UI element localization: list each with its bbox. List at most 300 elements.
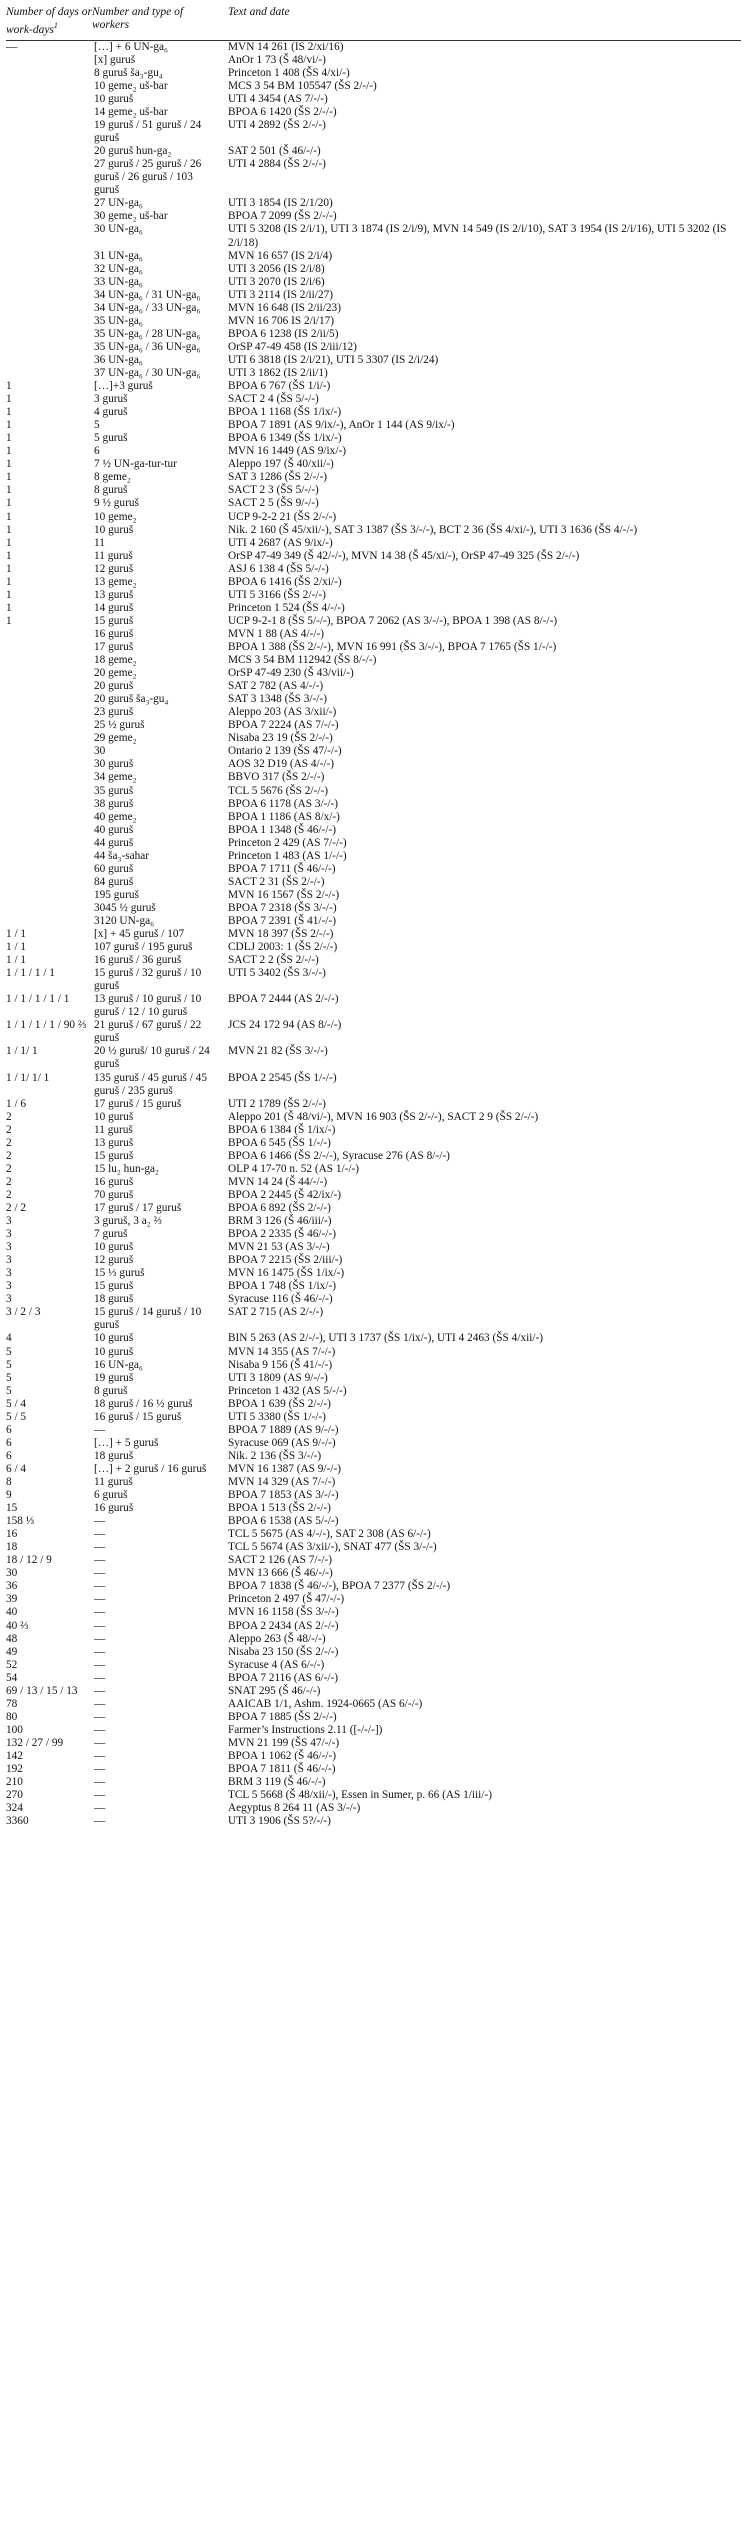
days-cell xyxy=(6,145,92,158)
text-date-cell: Princeton 1 483 (AS 1/-/-) xyxy=(228,849,347,862)
days-cell: 1 / 1/ 1/ 1 xyxy=(6,1071,50,1084)
workers-cell: — xyxy=(94,1802,106,1815)
text-date-cell: Aegyptus 8 264 11 (AS 3/-/-) xyxy=(228,1802,361,1815)
table-row xyxy=(6,67,741,80)
text-date-cell: SACT 2 4 (ŠS 5/-/-) xyxy=(228,393,319,406)
table-row xyxy=(6,1072,741,1098)
text-date-cell: MVN 16 1567 (ŠS 2/-/-) xyxy=(228,888,340,901)
text-date-cell: UTI 4 3454 (AS 7/-/-) xyxy=(228,93,328,106)
table-row xyxy=(6,732,741,745)
table-row xyxy=(6,758,741,771)
table-row xyxy=(6,667,741,680)
text-date-cell: MVN 21 82 (ŠS 3/-/-) xyxy=(228,1045,328,1058)
text-date-cell: BPOA 1 748 (ŠS 1/ix/-) xyxy=(228,1280,336,1293)
table-row xyxy=(6,263,741,276)
text-date-cell: BPOA 2 2335 (Š 46/-/-) xyxy=(228,1228,336,1241)
text-date-cell: Nik. 2 160 (Š 45/xii/-), SAT 3 1387 (ŠS 3/-/-), BCT 2 36 (ŠS 4/xi/-), UTI 3 1636 (ŠS 4/-/-) xyxy=(228,523,638,536)
table-row xyxy=(6,1293,741,1306)
table-row xyxy=(6,1606,741,1619)
table-row xyxy=(6,524,741,537)
days-cell: 18 / 12 / 9 xyxy=(6,1554,52,1567)
days-cell xyxy=(6,354,92,367)
table-row xyxy=(6,1502,741,1515)
days-cell xyxy=(6,654,92,667)
workers-cell: 13 guruš xyxy=(94,1136,134,1149)
workers-cell: 8 guruš xyxy=(94,484,128,497)
text-date-cell: UTI 5 3166 (ŠS 2/-/-) xyxy=(228,588,326,601)
text-date-cell: MVN 16 1158 (ŠS 3/-/-) xyxy=(228,1606,339,1619)
days-cell: 2 xyxy=(6,1110,12,1123)
workers-cell: 17 guruš xyxy=(94,640,134,653)
text-date-cell: Princeton 1 432 (AS 5/-/-) xyxy=(228,1384,347,1397)
table-row xyxy=(6,1241,741,1254)
text-date-cell: BPOA 1 1348 (Š 46/-/-) xyxy=(228,823,336,836)
days-cell: 3 xyxy=(6,1267,12,1280)
workers-cell: 30 guruš xyxy=(94,758,134,771)
workers-cell: 38 guruš xyxy=(94,797,134,810)
text-date-cell: BBVO 317 (ŠS 2/-/-) xyxy=(228,771,325,784)
table-row xyxy=(6,54,741,67)
workers-cell: — xyxy=(94,1749,106,1762)
text-date-cell: BPOA 1 388 (ŠS 2/-/-), MVN 16 991 (ŠS 3/-/-), BPOA 7 1765 (ŠS 1/-/-) xyxy=(228,640,557,653)
days-cell xyxy=(6,641,92,654)
table-row xyxy=(6,302,741,315)
workers-cell: — xyxy=(94,1710,106,1723)
table-row xyxy=(6,954,741,967)
workers-cell: 6 guruš xyxy=(94,1489,128,1502)
workers-cell: — xyxy=(94,1763,106,1776)
text-date-cell: BPOA 1 1168 (ŠS 1/ix/-) xyxy=(228,406,342,419)
days-cell xyxy=(6,210,92,223)
days-cell: 52 xyxy=(6,1658,18,1671)
text-date-cell: Princeton 2 497 (Š 47/-/-) xyxy=(228,1593,345,1606)
text-date-cell: MVN 16 648 (IS 2/ii/23) xyxy=(228,301,341,314)
days-cell: 1 / 1 xyxy=(6,941,27,954)
workers-cell: — xyxy=(94,1815,106,1828)
text-date-cell: UTI 6 3818 (IS 2/i/21), UTI 5 3307 (IS 2/i/24) xyxy=(228,353,439,366)
text-date-cell: BPOA 1 1062 (Š 46/-/-) xyxy=(228,1749,336,1762)
table-row xyxy=(6,1567,741,1580)
workers-cell: 20 guruš hun-ga₂ xyxy=(94,145,172,158)
text-date-cell: SAT 3 1348 (ŠS 3/-/-) xyxy=(228,693,327,706)
workers-cell: 27 UN-ga₆ xyxy=(94,197,143,210)
text-date-cell: TCL 5 5668 (Š 48/xii/-), Essen in Sumer, p. 66 (AS 1/iii/-) xyxy=(228,1789,492,1802)
workers-cell: 8 guruš xyxy=(94,1384,128,1397)
days-cell xyxy=(6,158,92,197)
table-row xyxy=(6,1189,741,1202)
days-cell: 80 xyxy=(6,1710,18,1723)
workers-cell: 35 UN-ga₆ xyxy=(94,314,143,327)
workers-cell: […] + 5 guruš xyxy=(94,1436,159,1449)
days-cell xyxy=(6,837,92,850)
workers-cell: 10 guruš xyxy=(94,1345,134,1358)
workers-cell: 34 UN-ga₆ / 31 UN-ga₆ xyxy=(94,288,201,301)
text-date-cell: CDLJ 2003: 1 (ŠS 2/-/-) xyxy=(228,941,338,954)
workers-cell: 25 ½ guruš xyxy=(94,719,145,732)
text-date-cell: BPOA 7 1891 (AS 9/ix/-), AnOr 1 144 (AS 9/ix/-) xyxy=(228,419,455,432)
days-cell: 18 xyxy=(6,1541,18,1554)
table-row xyxy=(6,1593,741,1606)
table-row xyxy=(6,223,741,249)
days-cell xyxy=(6,367,92,380)
workers-cell: 35 UN-ga₆ / 36 UN-ga₆ xyxy=(94,340,201,353)
workers-cell: — xyxy=(94,1671,106,1684)
table-row xyxy=(6,1763,741,1776)
text-date-cell: UTI 3 2114 (IS 2/ii/27) xyxy=(228,288,334,301)
text-date-cell: MVN 16 1387 (AS 9/-/-) xyxy=(228,1462,341,1475)
text-date-cell: SAT 2 782 (AS 4/-/-) xyxy=(228,680,324,693)
days-cell: 1 xyxy=(6,562,12,575)
workers-cell: 18 guruš xyxy=(94,1293,134,1306)
text-date-cell: UTI 3 1854 (IS 2/1/20) xyxy=(228,197,333,210)
workers-cell: 8 geme₂ xyxy=(94,471,131,484)
text-date-cell: MVN 16 1449 (AS 9/ix/-) xyxy=(228,445,346,458)
days-cell: 54 xyxy=(6,1671,18,1684)
workers-cell: 16 UN-ga₆ xyxy=(94,1358,143,1371)
table-row xyxy=(6,158,741,197)
days-cell: 1 / 1/ 1 xyxy=(6,1045,38,1058)
workers-cell: — xyxy=(94,1528,106,1541)
days-cell: 192 xyxy=(6,1763,23,1776)
text-date-cell: MVN 16 657 (IS 2/i/4) xyxy=(228,249,333,262)
days-cell: 2 xyxy=(6,1136,12,1149)
workers-cell: 27 guruš / 25 guruš / 26 guruš / 26 guruš / 103 guruš xyxy=(94,158,202,197)
days-cell: 2 xyxy=(6,1149,12,1162)
table-row xyxy=(6,1163,741,1176)
workers-cell: 23 guruš xyxy=(94,706,134,719)
table-row xyxy=(6,641,741,654)
days-cell: 49 xyxy=(6,1645,18,1658)
workers-cell: — xyxy=(94,1541,106,1554)
workers-cell: 35 UN-ga₆ / 28 UN-ga₆ xyxy=(94,327,201,340)
text-date-cell: MVN 13 666 (Š 46/-/-) xyxy=(228,1567,333,1580)
workers-cell: 11 guruš xyxy=(94,1475,133,1488)
text-date-cell: Syracuse 4 (AS 6/-/-) xyxy=(228,1658,325,1671)
days-cell: 5 xyxy=(6,1358,12,1371)
days-cell: 3 xyxy=(6,1293,12,1306)
table-header-row xyxy=(6,4,741,40)
days-cell: 1 xyxy=(6,406,12,419)
text-date-cell: BPOA 6 1466 (ŠS 2/-/-), Syracuse 276 (AS 8/-/-) xyxy=(228,1149,450,1162)
days-cell: 158 ⅓ xyxy=(6,1515,35,1528)
table-row xyxy=(6,745,741,758)
days-cell xyxy=(6,276,92,289)
days-cell: 15 xyxy=(6,1502,18,1515)
table-row xyxy=(6,863,741,876)
text-date-cell: Syracuse 069 (AS 9/-/-) xyxy=(228,1436,336,1449)
table-row xyxy=(6,1659,741,1672)
days-cell xyxy=(6,93,92,106)
text-date-cell: BPOA 7 2444 (AS 2/-/-) xyxy=(228,993,339,1006)
days-cell: 270 xyxy=(6,1789,23,1802)
table-row xyxy=(6,511,741,524)
days-cell: 1 xyxy=(6,471,12,484)
workers-cell: 18 guruš / 16 ½ guruš xyxy=(94,1397,193,1410)
table-row xyxy=(6,615,741,628)
workers-cell: 21 guruš / 67 guruš / 22 guruš xyxy=(94,1019,202,1045)
text-date-cell: UCP 9-2-2 21 (ŠS 2/-/-) xyxy=(228,510,337,523)
header-text-date: Text and date xyxy=(222,4,741,40)
days-cell: 78 xyxy=(6,1697,18,1710)
header-days-footnote: 1 xyxy=(53,21,58,30)
days-cell xyxy=(6,106,92,119)
workers-cell: […] + 6 UN-ga₆ xyxy=(94,40,168,53)
workers-cell: — xyxy=(94,1632,106,1645)
text-date-cell: BPOA 6 1384 (Š 1/ix/-) xyxy=(228,1123,336,1136)
text-date-cell: BPOA 2 2545 (ŠS 1/-/-) xyxy=(228,1071,337,1084)
table-row xyxy=(6,1633,741,1646)
days-cell: 3 xyxy=(6,1280,12,1293)
days-cell xyxy=(6,302,92,315)
days-cell: 2 xyxy=(6,1188,12,1201)
days-cell: 324 xyxy=(6,1802,23,1815)
workers-cell: 34 UN-ga₆ / 33 UN-ga₆ xyxy=(94,301,201,314)
workers-cell: 5 xyxy=(94,419,100,432)
days-cell: 2 xyxy=(6,1123,12,1136)
days-cell: 5 / 4 xyxy=(6,1397,27,1410)
days-cell: 5 xyxy=(6,1384,12,1397)
workers-cell: 30 UN-ga₆ xyxy=(94,223,143,236)
table-row xyxy=(6,628,741,641)
text-date-cell: BRM 3 119 (Š 46/-/-) xyxy=(228,1776,326,1789)
days-cell: 2 xyxy=(6,1175,12,1188)
workers-cell: 11 xyxy=(94,536,105,549)
table-row xyxy=(6,915,741,928)
workers-cell: 35 guruš xyxy=(94,784,134,797)
days-cell xyxy=(6,915,92,928)
text-date-cell: BPOA 7 2116 (AS 6/-/-) xyxy=(228,1671,339,1684)
text-date-cell: Nik. 2 136 (ŠS 3/-/-) xyxy=(228,1449,322,1462)
days-cell: 40 xyxy=(6,1606,18,1619)
text-date-cell: UTI 5 3380 (ŠS 1/-/-) xyxy=(228,1410,326,1423)
workers-cell: — xyxy=(94,1697,106,1710)
table-row xyxy=(6,1476,741,1489)
text-date-cell: BPOA 7 1885 (ŠS 2/-/-) xyxy=(228,1710,337,1723)
workers-cell: 29 geme₂ xyxy=(94,732,137,745)
days-cell xyxy=(6,680,92,693)
days-cell: 1 / 1 / 1 / 1 / 90 ⅔ xyxy=(6,1019,87,1032)
days-cell xyxy=(6,706,92,719)
workers-cell: 107 guruš / 195 guruš xyxy=(94,941,193,954)
table-row xyxy=(6,1737,741,1750)
days-cell: 1 xyxy=(6,458,12,471)
workers-cell: 60 guruš xyxy=(94,862,134,875)
table-row xyxy=(6,1124,741,1137)
table-row xyxy=(6,1489,741,1502)
days-cell xyxy=(6,889,92,902)
days-cell xyxy=(6,798,92,811)
workers-cell: 32 UN-ga₆ xyxy=(94,262,143,275)
days-cell: 48 xyxy=(6,1632,18,1645)
workers-cell: 12 guruš xyxy=(94,562,134,575)
table-row xyxy=(6,119,741,145)
text-date-cell: UTI 4 2687 (AS 9/ix/-) xyxy=(228,536,333,549)
workers-cell: 15 guruš xyxy=(94,1149,134,1162)
table-row xyxy=(6,1463,741,1476)
text-date-cell: UTI 3 2070 (IS 2/i/6) xyxy=(228,275,325,288)
table-row xyxy=(6,537,741,550)
table-row xyxy=(6,1215,741,1228)
table-row xyxy=(6,1515,741,1528)
table-row xyxy=(6,928,741,941)
workers-cell: 3 guruš, 3 a₂ ⅔ xyxy=(94,1215,162,1228)
workers-cell: — xyxy=(94,1554,106,1567)
text-date-cell: MVN 14 329 (AS 7/-/-) xyxy=(228,1475,336,1488)
workers-cell: 3120 UN-ga₆ xyxy=(94,914,155,927)
workers-cell: 16 guruš xyxy=(94,627,134,640)
workers-cell: […] + 2 guruš / 16 guruš xyxy=(94,1462,207,1475)
table-row xyxy=(6,824,741,837)
table-row xyxy=(6,1620,741,1633)
days-cell: 16 xyxy=(6,1528,18,1541)
days-cell xyxy=(6,250,92,263)
days-cell: 1 xyxy=(6,380,12,393)
table-row xyxy=(6,837,741,850)
workers-cell: 14 guruš xyxy=(94,601,134,614)
workers-cell: — xyxy=(94,1776,106,1789)
table-row xyxy=(6,1202,741,1215)
table-row xyxy=(6,706,741,719)
text-date-cell: BPOA 1 639 (ŠS 2/-/-) xyxy=(228,1397,331,1410)
text-date-cell: MVN 18 397 (ŠS 2/-/-) xyxy=(228,928,334,941)
workers-cell: 16 guruš / 36 guruš xyxy=(94,954,182,967)
days-cell: 2 / 2 xyxy=(6,1202,27,1214)
table-row xyxy=(6,850,741,863)
table-row xyxy=(6,315,741,328)
days-cell: 40 ⅔ xyxy=(6,1619,29,1632)
workers-cell: 11 guruš xyxy=(94,1123,133,1136)
days-cell xyxy=(6,315,92,328)
workers-cell: 11 guruš xyxy=(94,549,133,562)
text-date-cell: Princeton 2 429 (AS 7/-/-) xyxy=(228,836,347,849)
workers-cell: — xyxy=(94,1789,106,1802)
days-cell: 5 / 5 xyxy=(6,1410,27,1423)
workers-cell: 17 guruš / 15 guruš xyxy=(94,1097,182,1110)
text-date-cell: BPOA 1 513 (ŠS 2/-/-) xyxy=(228,1502,331,1515)
text-date-cell: BPOA 6 545 (ŠS 1/-/-) xyxy=(228,1136,331,1149)
table-row xyxy=(6,1398,741,1411)
table-row xyxy=(6,1332,741,1345)
text-date-cell: JCS 24 172 94 (AS 8/-/-) xyxy=(228,1019,342,1032)
workers-cell: 34 geme₂ xyxy=(94,771,137,784)
table-row xyxy=(6,1411,741,1424)
days-cell xyxy=(6,628,92,641)
days-cell: 3 / 2 / 3 xyxy=(6,1306,41,1319)
header-days xyxy=(6,4,92,40)
table-row xyxy=(6,1019,741,1045)
workers-cell: — xyxy=(94,1723,106,1736)
text-date-cell: BPOA 7 1889 (AS 9/-/-) xyxy=(228,1423,339,1436)
table-row xyxy=(6,693,741,706)
text-date-cell: Princeton 1 408 (ŠS 4/xi/-) xyxy=(228,66,350,79)
workers-cell: 13 geme₂ xyxy=(94,575,137,588)
workers-cell: — xyxy=(94,1606,106,1619)
text-date-cell: UTI 2 1789 (ŠS 2/-/-) xyxy=(228,1097,326,1110)
workers-cell: [x] + 45 guruš / 107 xyxy=(94,928,185,941)
workers-cell: — xyxy=(94,1423,106,1436)
text-date-cell: BPOA 2 2434 (AS 2/-/-) xyxy=(228,1619,339,1632)
workers-cell: 13 guruš xyxy=(94,588,134,601)
days-cell xyxy=(6,80,92,93)
table-row xyxy=(6,471,741,484)
table-row xyxy=(6,445,741,458)
table-row xyxy=(6,210,741,223)
table-row xyxy=(6,1815,741,1828)
workers-cell: 33 UN-ga₆ xyxy=(94,275,143,288)
table-row xyxy=(6,889,741,902)
table-row xyxy=(6,1098,741,1111)
workers-cell: — xyxy=(94,1593,106,1606)
table-row xyxy=(6,1280,741,1293)
days-cell: 8 xyxy=(6,1475,12,1488)
workers-cell: 135 guruš / 45 guruš / 45 guruš / 235 guruš xyxy=(94,1071,207,1097)
text-date-cell: SNAT 295 (Š 46/-/-) xyxy=(228,1684,321,1697)
table-row xyxy=(6,93,741,106)
text-date-cell: MCS 3 54 BM 105547 (ŠS 2/-/-) xyxy=(228,79,377,92)
workers-cell: 40 geme₂ xyxy=(94,810,137,823)
workers-cell: 20 guruš ša₃-gu₄ xyxy=(94,693,169,706)
text-date-cell: Farmer’s Instructions 2.11 ([-/-/-]) xyxy=(228,1723,383,1736)
workers-cell: — xyxy=(94,1567,106,1580)
workers-cell: — xyxy=(94,1645,106,1658)
text-date-cell: SAT 3 1286 (ŠS 2/-/-) xyxy=(228,471,327,484)
days-cell xyxy=(6,876,92,889)
days-cell: 30 xyxy=(6,1567,18,1580)
table-row xyxy=(6,654,741,667)
text-date-cell: BPOA 6 1349 (ŠS 1/ix/-) xyxy=(228,432,342,445)
workers-cell: […]+3 guruš xyxy=(94,380,153,393)
text-date-cell: BPOA 7 1838 (Š 46/-/-), BPOA 7 2377 (ŠS 2/-/-) xyxy=(228,1580,451,1593)
days-cell: 1 xyxy=(6,510,12,523)
table-row xyxy=(6,145,741,158)
workers-cell: — xyxy=(94,1515,106,1528)
workers-cell: 12 guruš xyxy=(94,1254,134,1267)
workers-cell: 10 geme₂ xyxy=(94,510,137,523)
table-row xyxy=(6,719,741,732)
days-cell: 1 / 1 xyxy=(6,954,27,967)
days-cell xyxy=(6,902,92,915)
table-row xyxy=(6,1528,741,1541)
table-row xyxy=(6,1045,741,1071)
table-row xyxy=(6,876,741,889)
days-cell: 3 xyxy=(6,1254,12,1267)
days-cell: 1 xyxy=(6,445,12,458)
text-date-cell: MVN 14 355 (AS 7/-/-) xyxy=(228,1345,336,1358)
table-row xyxy=(6,967,741,993)
days-cell: 3 xyxy=(6,1241,12,1254)
table-row xyxy=(6,680,741,693)
workers-cell: [x] guruš xyxy=(94,53,136,66)
table-row xyxy=(6,250,741,263)
workers-cell: 16 guruš xyxy=(94,1502,134,1515)
days-cell xyxy=(6,328,92,341)
days-cell: 1 xyxy=(6,432,12,445)
workers-cell: 6 xyxy=(94,445,100,458)
days-cell xyxy=(6,771,92,784)
table-row xyxy=(6,1802,741,1815)
text-date-cell: UTI 5 3402 (ŠS 3/-/-) xyxy=(228,967,326,980)
table-row xyxy=(6,1685,741,1698)
table-row xyxy=(6,1137,741,1150)
days-cell xyxy=(6,693,92,706)
text-date-cell: SACT 2 5 (ŠS 9/-/-) xyxy=(228,497,319,510)
table-row xyxy=(6,1111,741,1124)
table-row xyxy=(6,432,741,445)
text-date-cell: BPOA 7 2215 (ŠS 2/iii/-) xyxy=(228,1254,343,1267)
days-cell xyxy=(6,863,92,876)
text-date-cell: SAT 2 715 (AS 2/-/-) xyxy=(228,1306,324,1319)
days-cell xyxy=(6,850,92,863)
